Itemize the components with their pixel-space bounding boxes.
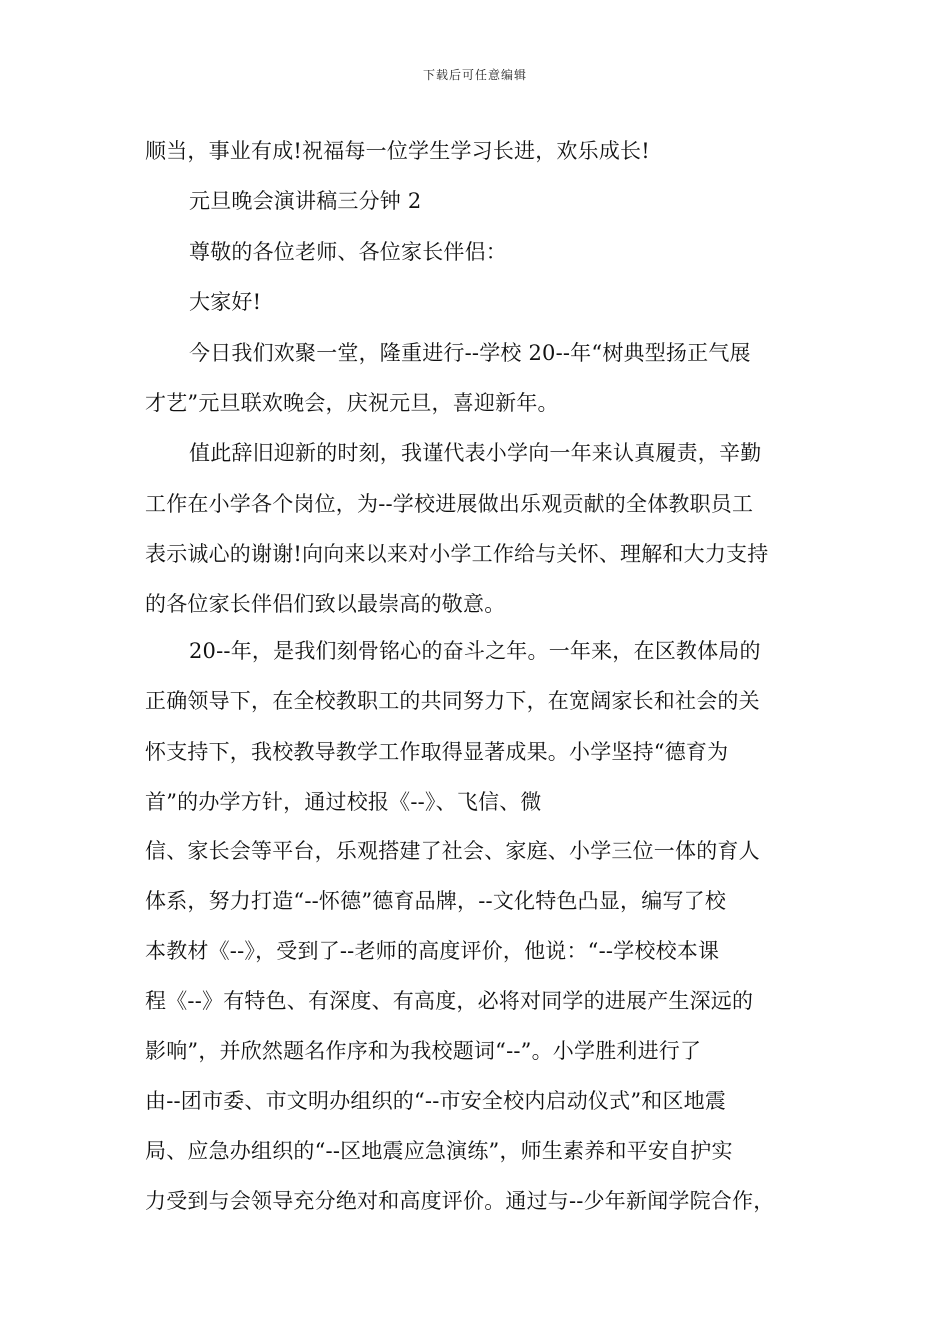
text-line: 工作在小学各个岗位，为--学校进展做出乐观贡献的全体教职员工 — [145, 492, 754, 516]
text-line: 首”的办学方针，通过校报《--》、飞信、微 — [145, 790, 542, 814]
page-header: 下载后可任意编辑 — [422, 68, 527, 82]
text-line: 怀支持下，我校教导教学工作取得显著成果。小学坚持“德育为 — [145, 740, 729, 764]
text-line: 今日我们欢聚一堂，隆重进行--学校 20--年“树典型扬正气展 — [189, 341, 751, 365]
text-line: 体系，努力打造“--怀德”德育品牌，--文化特色凸显，编写了校 — [145, 889, 727, 913]
text-line: 程《--》有特色、有深度、有高度，必将对同学的进展产生深远的 — [145, 989, 754, 1013]
salutation: 尊敬的各位老师、各位家长伴侣： — [189, 240, 507, 264]
section-title: 元旦晚会演讲稿三分钟 2 — [189, 189, 422, 213]
text-line: 值此辞旧迎新的时刻，我谨代表小学向一年来认真履责，辛勤 — [189, 441, 762, 465]
text-line: 信、家长会等平台，乐观搭建了社会、家庭、小学三位一体的育人 — [145, 839, 760, 863]
text-line: 20--年，是我们刻骨铭心的奋斗之年。一年来，在区教体局的 — [189, 639, 761, 663]
text-line: 力受到与会领导充分绝对和高度评价。通过与--少年新闻学院合作， — [145, 1189, 775, 1213]
text-line: 顺当，事业有成!祝福每一位学生学习长进，欢乐成长! — [145, 139, 650, 163]
text-line: 影响”，并欣然题名作序和为我校题词“--”。小学胜利进行了 — [145, 1039, 702, 1063]
text-line: 正确领导下，在全校教职工的共同努力下，在宽阔家长和社会的关 — [145, 689, 760, 713]
text-line: 表示诚心的谢谢!向向来以来对小学工作给与关怀、理解和大力支持 — [145, 542, 769, 566]
text-line: 的各位家长伴侣们致以最崇高的敬意。 — [145, 592, 506, 616]
greeting: 大家好! — [189, 290, 262, 314]
text-line: 本教材《--》，受到了--老师的高度评价，他说：“--学校校本课 — [145, 939, 720, 963]
text-line: 由--团市委、市文明办组织的“--市安全校内启动仪式”和区地震 — [145, 1089, 727, 1113]
text-line: 局、应急办组织的“--区地震应急演练”，师生素养和平安自护实 — [145, 1139, 733, 1163]
text-line: 才艺”元旦联欢晚会，庆祝元旦，喜迎新年。 — [145, 391, 559, 415]
